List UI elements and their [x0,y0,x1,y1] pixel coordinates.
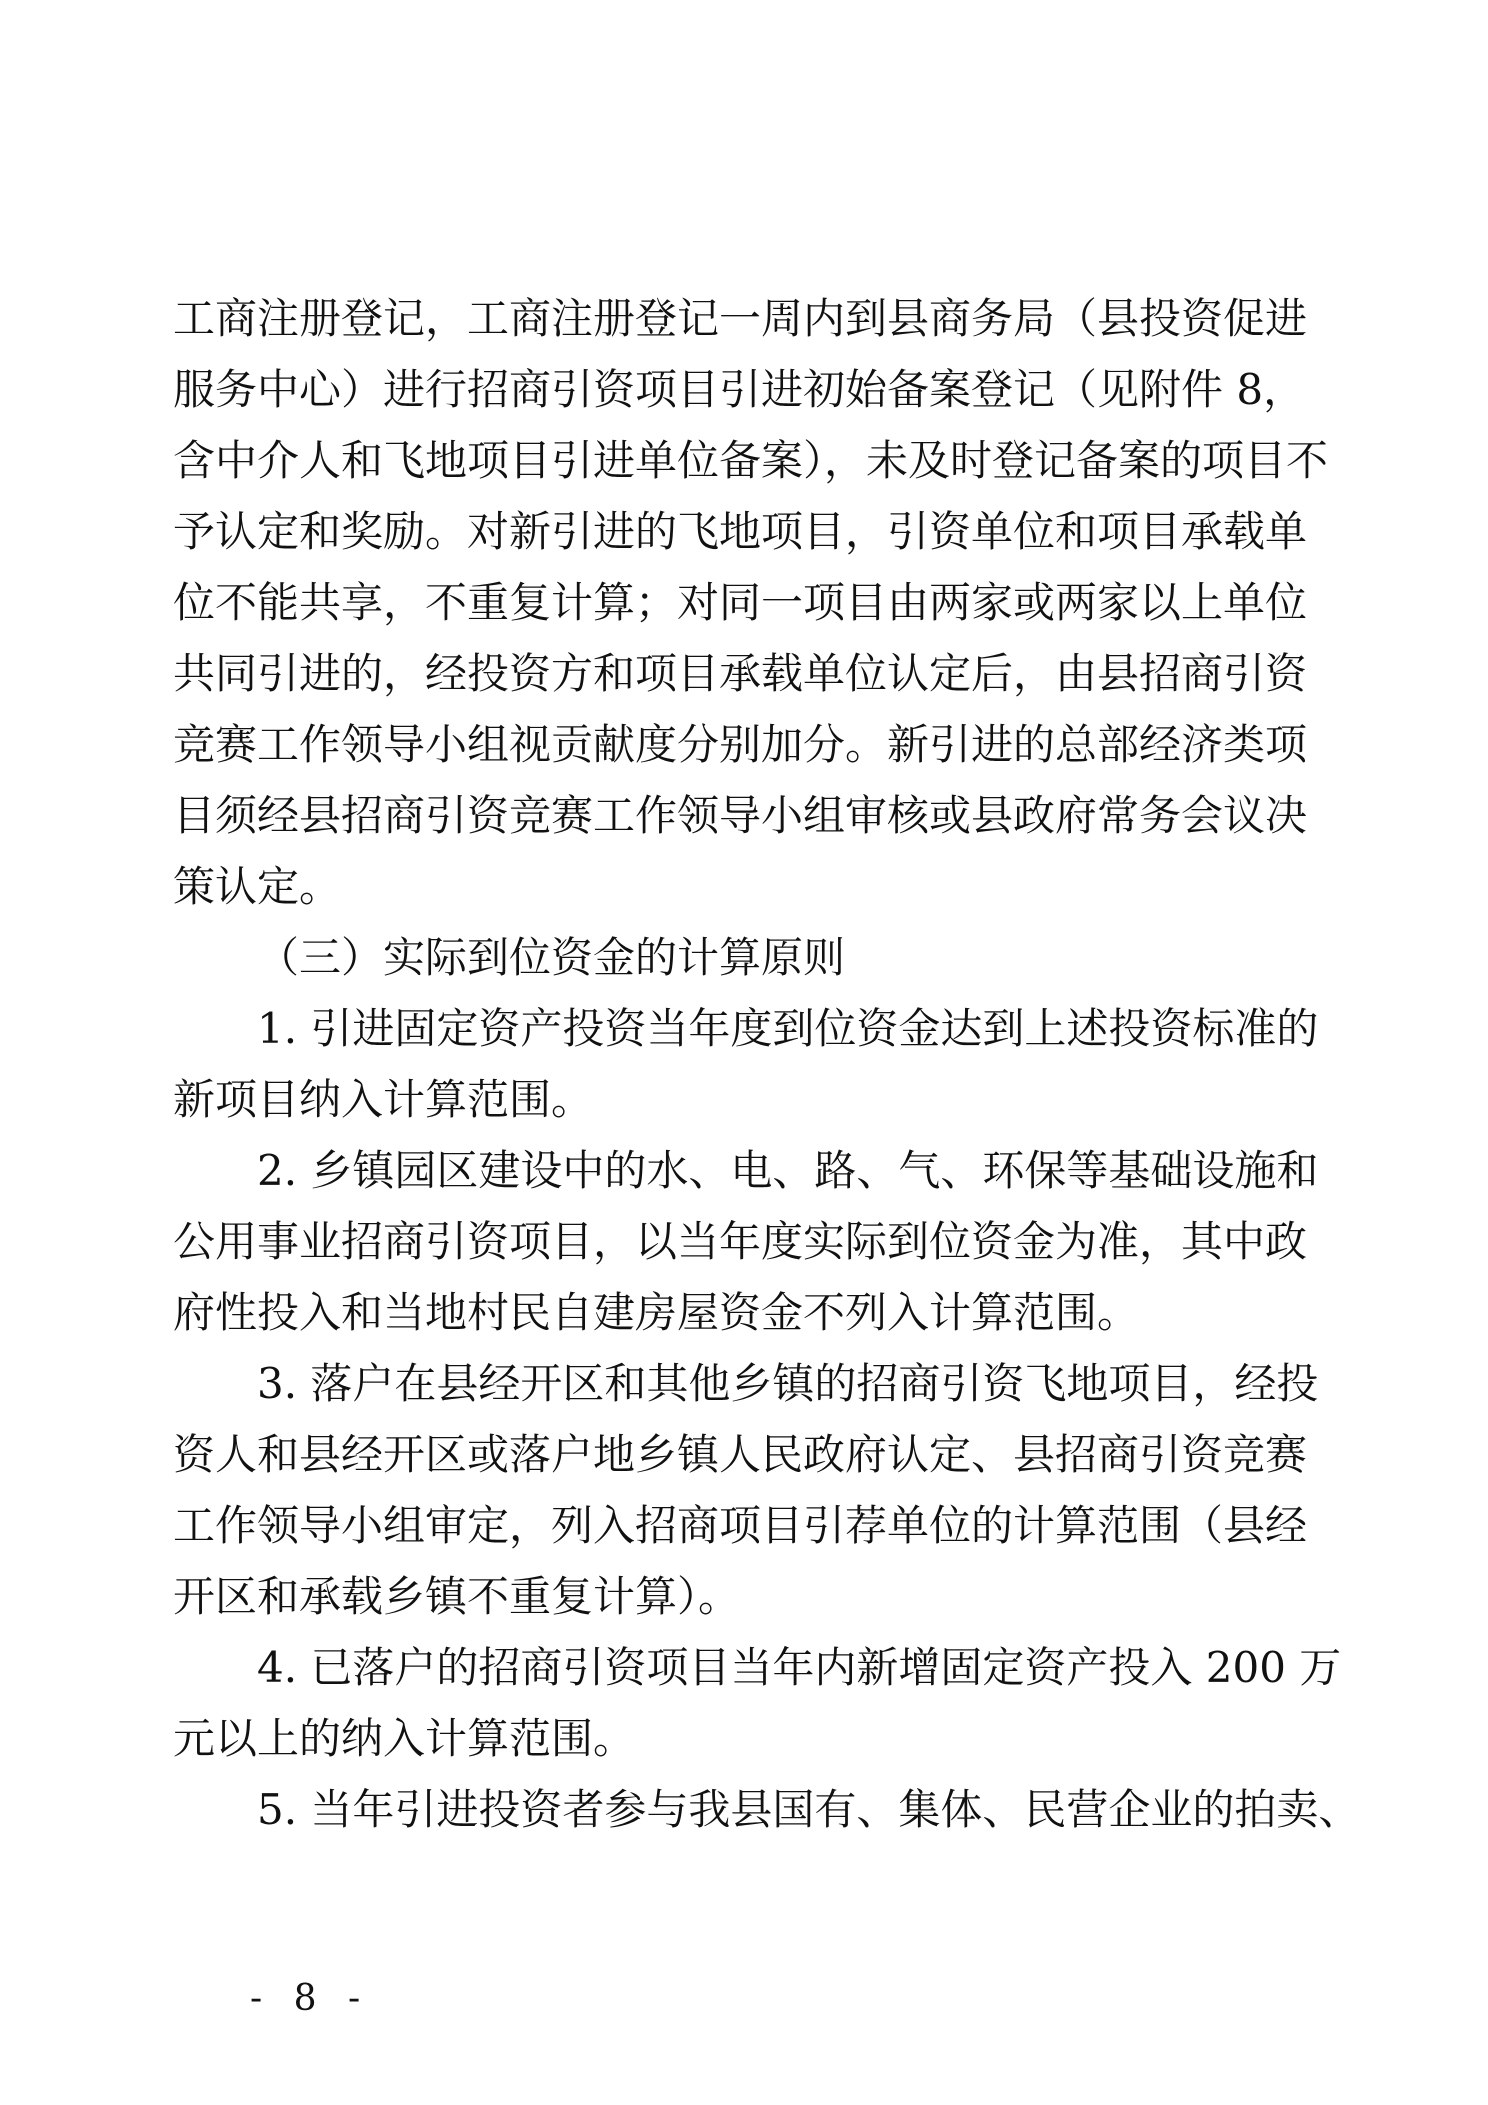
text-line: 新项目纳入计算范围。 [173,1075,594,1124]
text-line: 2. 乡镇园区建设中的水、电、路、气、环保等基础设施和 [257,1146,1319,1195]
text-line: 共同引进的，经投资方和项目承载单位认定后，由县招商引资 [173,649,1308,698]
text-line: 位不能共享，不重复计算；对同一项目由两家或两家以上单位 [173,578,1308,627]
text-line: 工作领导小组审定，列入招商项目引荐单位的计算范围（县经 [173,1501,1308,1550]
text-line: 目须经县招商引资竞赛工作领导小组审核或县政府常务会议决 [173,791,1308,840]
text-line: 府性投入和当地村民自建房屋资金不列入计算范围。 [173,1288,1140,1337]
text-line: （三）实际到位资金的计算原则 [257,933,846,982]
paragraph [173,1774,1361,1845]
text-line: 5. 当年引进投资者参与我县国有、集体、民营企业的拍卖、 [257,1785,1361,1834]
paragraph [173,1348,1319,1632]
text-line: 1. 引进固定资产投资当年度到位资金达到上述投资标准的 [257,1004,1319,1053]
paragraph [173,1135,1319,1348]
text-line: 资人和县经开区或落户地乡镇人民政府认定、县招商引资竞赛 [173,1430,1308,1479]
text-line: 予认定和奖励。对新引进的飞地项目，引资单位和项目承载单 [173,507,1308,556]
page-number: - 8 - [250,1978,371,2019]
paragraph [173,993,1319,1135]
text-line: 元以上的纳入计算范围。 [173,1714,636,1763]
document-body [173,283,1361,1845]
text-line: 服务中心）进行招商引资项目引进初始备案登记（见附件 8， [173,365,1306,414]
text-line: 策认定。 [173,862,342,911]
text-line: 开区和承载乡镇不重复计算）。 [173,1572,741,1621]
paragraph [173,922,1289,993]
text-line: 4. 已落户的招商引资项目当年内新增固定资产投入 200 万 [257,1643,1342,1692]
paragraph [173,283,1329,922]
text-line: 工商注册登记，工商注册登记一周内到县商务局（县投资促进 [173,294,1308,343]
paragraph [173,1632,1342,1774]
text-line: 3. 落户在县经开区和其他乡镇的招商引资飞地项目，经投 [257,1359,1319,1408]
text-line: 竞赛工作领导小组视贡献度分别加分。新引进的总部经济类项 [173,720,1308,769]
text-line: 含中介人和飞地项目引进单位备案），未及时登记备案的项目不 [173,436,1329,485]
text-line: 公用事业招商引资项目，以当年度实际到位资金为准，其中政 [173,1217,1308,1266]
